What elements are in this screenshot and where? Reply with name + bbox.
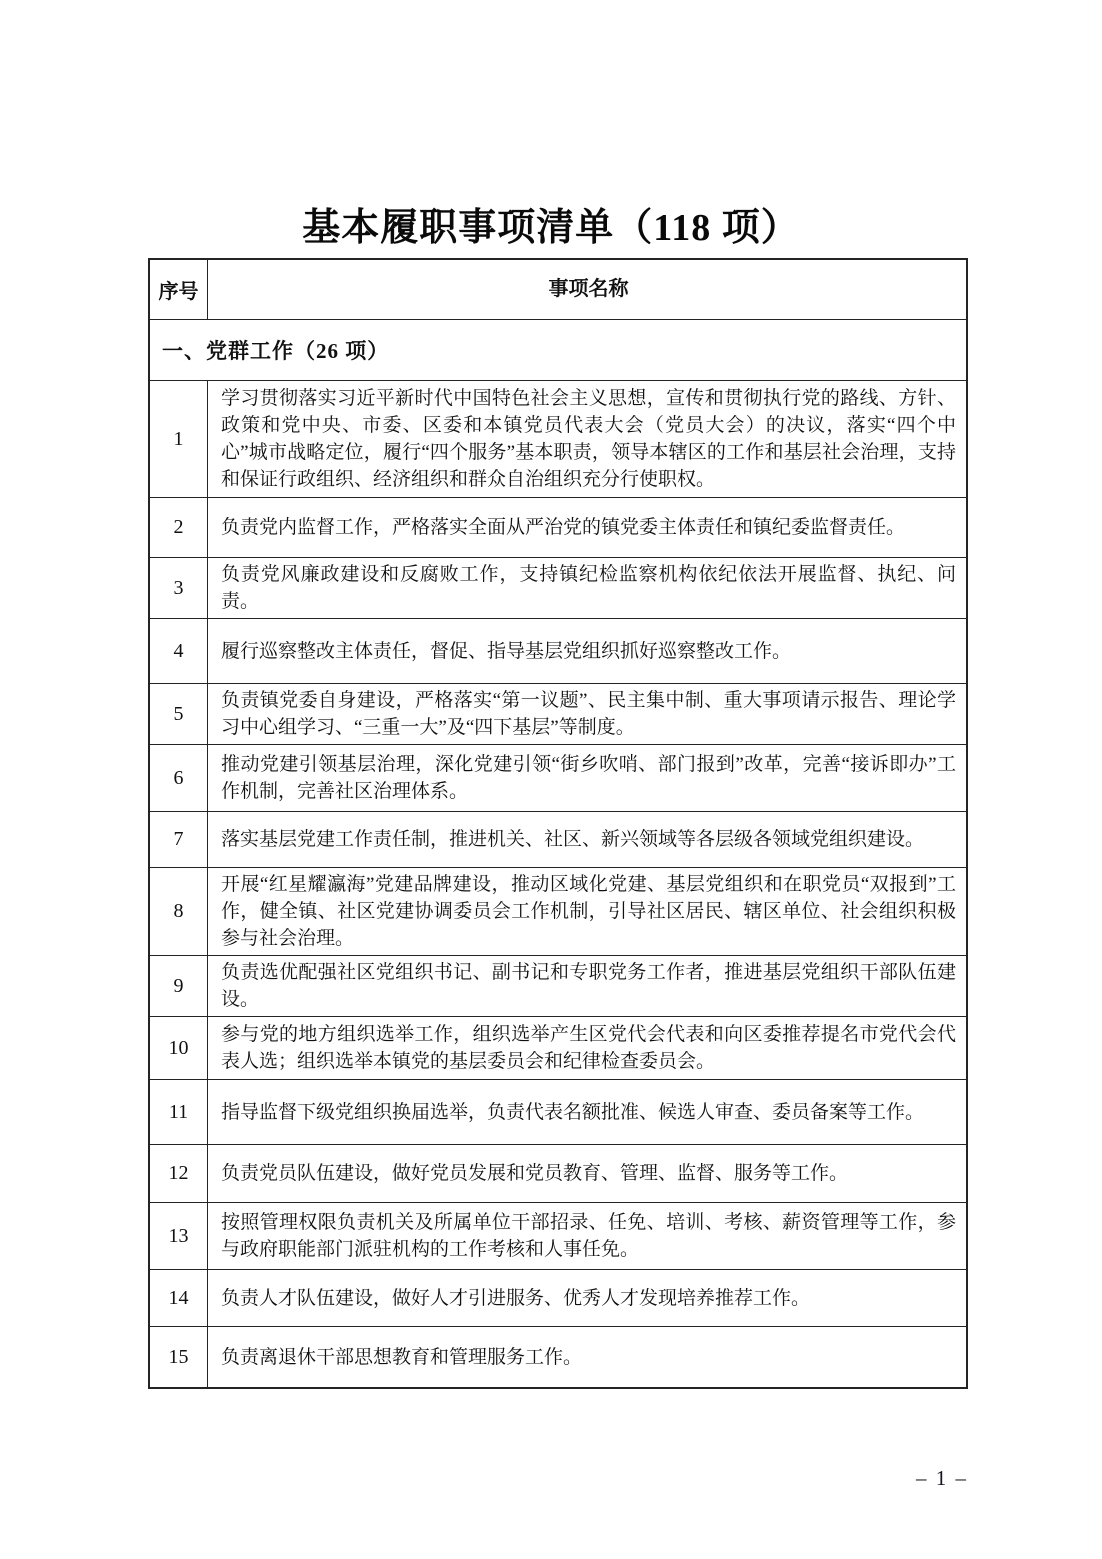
table-row: [150, 380, 966, 497]
row-number: 14: [150, 1270, 208, 1326]
row-number: 8: [150, 868, 208, 955]
column-header-item-name: [208, 260, 966, 319]
row-item: [208, 1270, 966, 1326]
row-item-text: 参与党的地方组织选举工作，组织选举产生区党代会代表和向区委推荐提名市党代会代表人选；组织选举本镇党的基层委员会和纪律检查委员会。: [221, 1024, 956, 1072]
row-number: 11: [150, 1080, 208, 1144]
row-item: [208, 956, 966, 1016]
row-item: [208, 1327, 966, 1387]
row-item-text: 负责党员队伍建设，做好党员发展和党员教育、管理、监督、服务等工作。: [221, 1163, 849, 1184]
table-row: [150, 1144, 966, 1202]
row-item-text: 负责党风廉政建设和反腐败工作，支持镇纪检监察机构依纪依法开展监督、执纪、问责。: [221, 564, 956, 612]
row-number: 13: [150, 1203, 208, 1269]
table-row: [150, 867, 966, 955]
row-item-text: 按照管理权限负责机关及所属单位干部招录、任免、培训、考核、薪资管理等工作，参与政府职能部门派驻机构的工作考核和人事任免。: [221, 1212, 956, 1260]
section-title: 一、党群工作（26 项）: [162, 339, 390, 363]
row-item-text: 负责选优配强社区党组织书记、副书记和专职党务工作者，推进基层党组织干部队伍建设。: [221, 962, 956, 1010]
row-item-text: 推动党建引领基层治理，深化党建引领“街乡吹哨、部门报到”改革，完善“接诉即办”工作机制，完善社区治理体系。: [221, 754, 956, 802]
row-item-text: 负责镇党委自身建设，严格落实“第一议题”、民主集中制、重大事项请示报告、理论学习中心组学习、“三重一大”及“四下基层”等制度。: [221, 690, 956, 738]
row-number: 1: [150, 381, 208, 497]
row-item-text: 指导监督下级党组织换届选举，负责代表名额批准、候选人审查、委员备案等工作。: [221, 1101, 925, 1123]
table-row: [150, 744, 966, 811]
row-item: [208, 381, 966, 497]
row-item-text: 履行巡察整改主体责任，督促、指导基层党组织抓好巡察整改工作。: [221, 640, 792, 662]
row-item-text: 负责人才队伍建设，做好人才引进服务、优秀人才发现培养推荐工作。: [221, 1287, 811, 1309]
row-number: 6: [150, 745, 208, 811]
table-row: [150, 1016, 966, 1079]
table-row: [150, 1326, 966, 1387]
row-item: [208, 1203, 966, 1269]
table-row: [150, 557, 966, 618]
table-row: [150, 683, 966, 744]
row-item: [208, 745, 966, 811]
table-row: [150, 811, 966, 867]
table-row: [150, 1079, 966, 1144]
row-item-text: 负责党内监督工作，严格落实全面从严治党的镇党委主体责任和镇纪委监督责任。: [221, 517, 906, 538]
section-header-row: [150, 319, 966, 380]
table-row: [150, 955, 966, 1016]
table-row: [150, 1269, 966, 1326]
row-item-text: 学习贯彻落实习近平新时代中国特色社会主义思想，宣传和贯彻执行党的路线、方针、政策和党中央、市委、区委和本镇党员代表大会（党员大会）的决议，落实“四个中心”城市战略定位，履行“四个服务”基本职责，领导本辖区的工作和基层社会治理，支持和保证行政组织、经济组织和群众自治组织充分行使职权。: [221, 388, 956, 490]
row-item: [208, 1080, 966, 1144]
column-header-index-label: 序号: [158, 281, 199, 303]
table-row: [150, 1202, 966, 1269]
row-number: 3: [150, 558, 208, 618]
row-item: [208, 812, 966, 867]
row-item-text: 负责离退休干部思想教育和管理服务工作。: [221, 1346, 583, 1368]
page-number: – 1 –: [916, 1466, 968, 1490]
row-number: 12: [150, 1145, 208, 1202]
row-item: [208, 498, 966, 557]
row-item: [208, 684, 966, 744]
row-number: 2: [150, 498, 208, 557]
table-header-row: [150, 260, 966, 319]
column-header-item-name-label: 事项名称: [548, 278, 629, 300]
row-number: 7: [150, 812, 208, 867]
row-number: 15: [150, 1327, 208, 1387]
duty-items-table: [148, 258, 968, 1389]
row-item: [208, 619, 966, 683]
row-item: [208, 1145, 966, 1202]
row-item-text: 落实基层党建工作责任制，推进机关、社区、新兴领域等各层级各领域党组织建设。: [221, 829, 925, 850]
row-number: 9: [150, 956, 208, 1016]
table-row: [150, 497, 966, 557]
table-row: [150, 618, 966, 683]
row-item: [208, 868, 966, 955]
row-item: [208, 558, 966, 618]
page-title: 基本履职事项清单（118 项）: [302, 207, 800, 249]
row-number: 4: [150, 619, 208, 683]
row-item: [208, 1017, 966, 1079]
column-header-index: [150, 260, 208, 319]
row-number: 5: [150, 684, 208, 744]
row-item-text: 开展“红星耀瀛海”党建品牌建设，推动区域化党建、基层党组织和在职党员“双报到”工作，健全镇、社区党建协调委员会工作机制，引导社区居民、辖区单位、社会组织积极参与社会治理。: [221, 874, 956, 949]
row-number: 10: [150, 1017, 208, 1079]
